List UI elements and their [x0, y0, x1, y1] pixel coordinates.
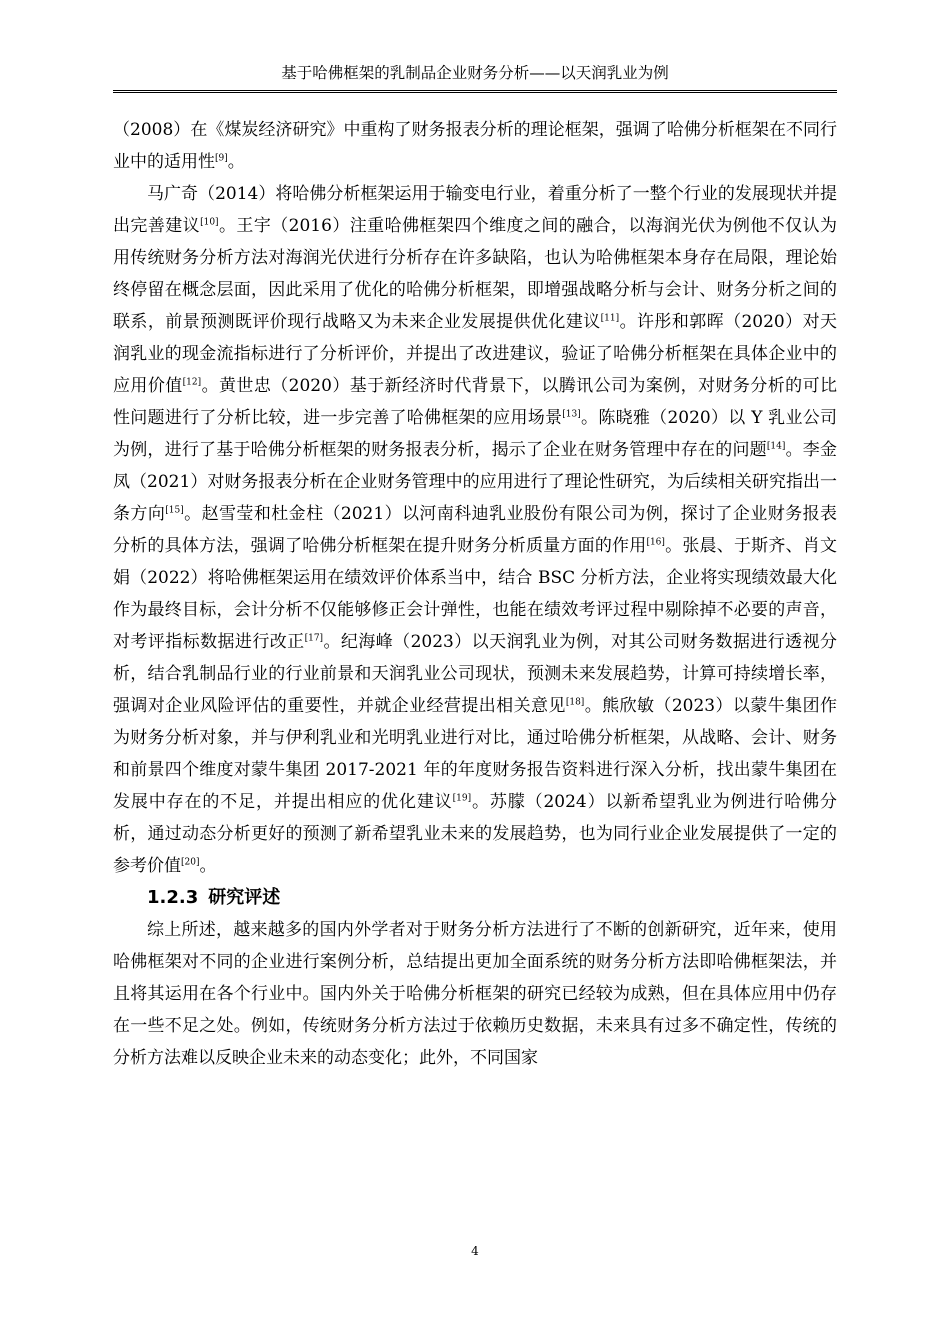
section-number: 1.2.3	[147, 887, 199, 908]
citation-ref: [19]	[452, 793, 472, 804]
citation-ref: [12]	[182, 377, 202, 388]
citation-ref: [17]	[304, 633, 324, 644]
paragraph-segment: 。苏朦（2024）以新希望乳业为例进行哈佛分析，通过动态分析更好的预测了新希望乳业未来的发展趋势，也为同行业企业发展提供了一定的参考价值	[113, 792, 837, 876]
running-header	[113, 62, 837, 93]
paragraph-text: （2008）在《煤炭经济研究》中重构了财务报表分析的理论框架，强调了哈佛分析框架在不同行业中的适用性	[113, 120, 837, 172]
paragraph-segment: 。王宇（2016）注重哈佛框架四个维度之间的融合，以海润光伏为例他不仅认为用传统财务分析方法对海润光伏进行分析存在许多缺陷，也认为哈佛框架本身存在局限，理论始终停留在概念层面，因此采用了优化的哈佛分析框架，即增强战略分析与会计、财务分析之间的联系，前景预测既评价现行战略又为未来企业发展提供优化建议	[113, 216, 838, 332]
paragraph-segment: 。熊欣敏（2023）以蒙牛集团作为财务分析对象，并与伊利乳业和光明乳业进行对比，通过哈佛分析框架，从战略、会计、财务和前景四个维度对蒙牛集团 2017-2021 年的年度财务报告资料进行深入分析，找出蒙牛集团在发展中存在的不足，并提出相应的优化建议	[113, 696, 838, 812]
section-heading	[113, 882, 837, 914]
paragraph-segment: 。黄世忠（2020）基于新经济时代背景下，以腾讯公司为案例，对财务分析的可比性问题进行了分析比较，进一步完善了哈佛框架的应用场景	[113, 376, 838, 428]
paragraph-continued	[113, 114, 837, 178]
citation-ref: [13]	[562, 409, 581, 420]
paragraph-end: 。	[227, 152, 245, 172]
citation-ref: [20]	[181, 857, 200, 868]
paragraph-segment: 。李金凤（2021）对财务报表分析在企业财务管理中的应用进行了理论性研究，为后续相关研究指出一条方向	[113, 440, 837, 524]
paragraph-segment: 。陈晓雅（2020）以 Y 乳业公司为例，进行了基于哈佛分析框架的财务报表分析，揭示了企业在财务管理中存在的问题	[113, 408, 838, 460]
page-number	[0, 1244, 950, 1258]
citation-ref: [9]	[215, 153, 228, 164]
paragraph-summary	[113, 914, 837, 1074]
citation-ref: [10]	[200, 217, 219, 228]
paragraph-segment: 。赵雪莹和杜金柱（2021）以河南科迪乳业股份有限公司为例，探讨了企业财务报表分析的具体方法，强调了哈佛分析框架在提升财务分析质量方面的作用	[113, 504, 837, 556]
citation-ref: [15]	[165, 505, 184, 516]
paragraph-segment: 。纪海峰（2023）以天润乳业为例，对其公司财务数据进行透视分析，结合乳制品行业的行业前景和天润乳业公司现状，预测未来发展趋势，计算可持续增长率，强调对企业风险评估的重要性，并就企业经营提出相关意见	[113, 632, 838, 716]
citation-ref: [14]	[766, 441, 786, 452]
running-title: 基于哈佛框架的乳制品企业财务分析——以天润乳业为例	[281, 64, 669, 82]
section-title: 研究评述	[208, 887, 281, 908]
paragraph-segment: 马广奇（2014）将哈佛分析框架运用于输变电行业，着重分析了一整个行业的发展现状并提出完善建议	[113, 184, 837, 236]
paragraph-end: 。	[199, 856, 217, 876]
paragraph-literature-review	[113, 178, 837, 882]
paragraph-segment: 。张晨、于斯齐、肖文娟（2022）将哈佛框架运用在绩效评价体系当中，结合 BSC 分析方法，企业将实现绩效最大化作为最终目标，会计分析不仅能够修正会计弹性，也能在绩效考评过程中剔除掉不必要的声音，对考评指标数据进行改正	[113, 536, 837, 652]
body-text	[113, 114, 837, 1074]
citation-ref: [11]	[600, 313, 620, 324]
citation-ref: [18]	[565, 697, 585, 708]
page-number-text: 4	[471, 1244, 479, 1258]
paragraph-text: 综上所述，越来越多的国内外学者对于财务分析方法进行了不断的创新研究，近年来，使用哈佛框架对不同的企业进行案例分析，总结提出更加全面系统的财务分析方法即哈佛框架法，并且将其运用在各个行业中。国内外关于哈佛分析框架的研究已经较为成熟，但在具体应用中仍存在一些不足之处。例如，传统财务分析方法过于依赖历史数据，未来具有过多不确定性，传统的分析方法难以反映企业未来的动态变化；此外，不同国家	[113, 920, 837, 1068]
paragraph-segment: 。许彤和郭晖（2020）对天润乳业的现金流指标进行了分析评价，并提出了改进建议，验证了哈佛分析框架在具体企业中的应用价值	[113, 312, 838, 396]
citation-ref: [16]	[646, 537, 665, 548]
